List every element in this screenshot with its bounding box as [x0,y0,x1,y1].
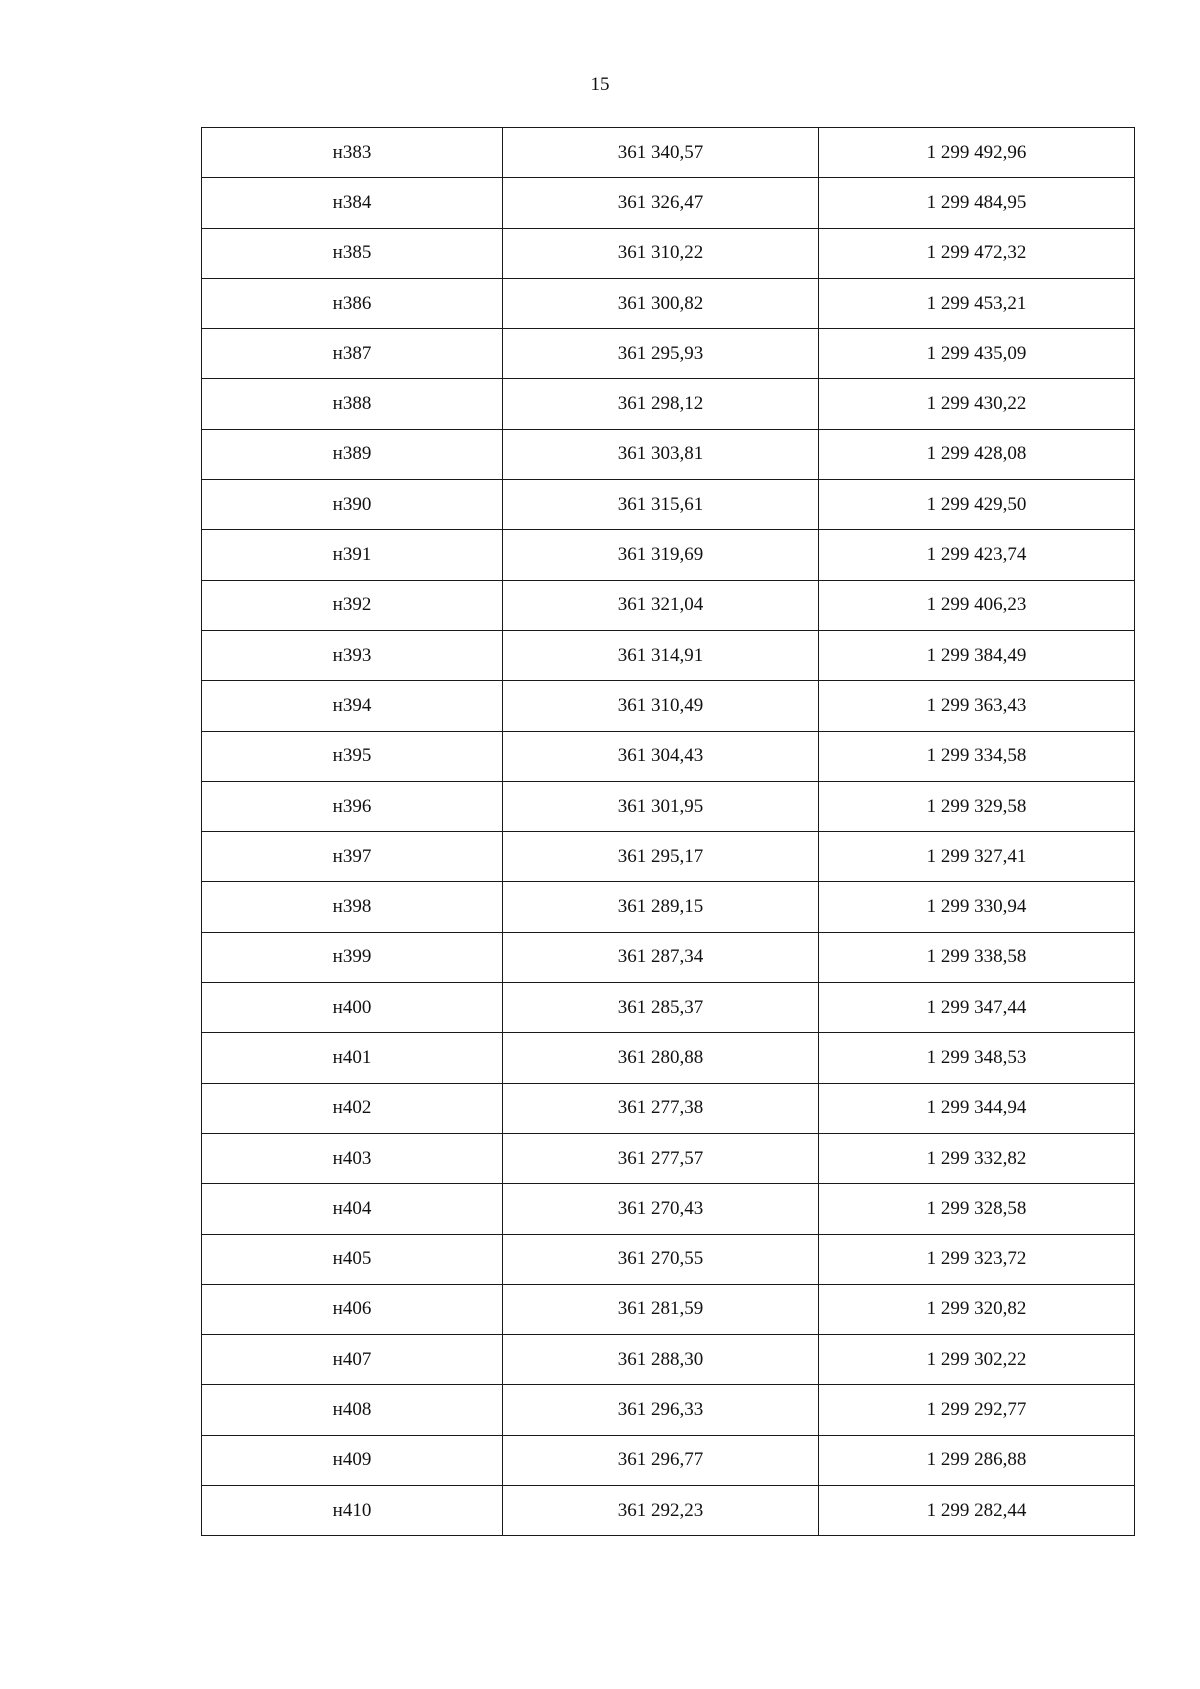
x-coordinate-cell: 361 277,57 [503,1133,819,1183]
table-row [202,278,1135,328]
point-id-cell: н390 [202,480,503,530]
table-row [202,630,1135,680]
table-row [202,530,1135,580]
x-coordinate-cell: 361 326,47 [503,178,819,228]
y-coordinate-cell: 1 299 329,58 [819,781,1135,831]
x-coordinate-cell: 361 310,22 [503,228,819,278]
y-coordinate-cell: 1 299 332,82 [819,1133,1135,1183]
x-coordinate-cell: 361 270,43 [503,1184,819,1234]
y-coordinate-cell: 1 299 344,94 [819,1083,1135,1133]
table-row [202,1335,1135,1385]
x-coordinate-cell: 361 280,88 [503,1033,819,1083]
table-row [202,1184,1135,1234]
table-row [202,882,1135,932]
x-coordinate-cell: 361 296,33 [503,1385,819,1435]
table-row [202,379,1135,429]
x-coordinate-cell: 361 340,57 [503,128,819,178]
point-id-cell: н396 [202,781,503,831]
table-row [202,128,1135,178]
table-row [202,932,1135,982]
x-coordinate-cell: 361 292,23 [503,1486,819,1536]
point-id-cell: н397 [202,832,503,882]
table-row [202,1133,1135,1183]
point-id-cell: н408 [202,1385,503,1435]
y-coordinate-cell: 1 299 327,41 [819,832,1135,882]
point-id-cell: н407 [202,1335,503,1385]
table-row [202,832,1135,882]
table-row [202,1083,1135,1133]
point-id-cell: н386 [202,278,503,328]
point-id-cell: н409 [202,1435,503,1485]
x-coordinate-cell: 361 319,69 [503,530,819,580]
y-coordinate-cell: 1 299 429,50 [819,480,1135,530]
point-id-cell: н399 [202,932,503,982]
y-coordinate-cell: 1 299 472,32 [819,228,1135,278]
point-id-cell: н405 [202,1234,503,1284]
x-coordinate-cell: 361 287,34 [503,932,819,982]
y-coordinate-cell: 1 299 292,77 [819,1385,1135,1435]
coordinates-table [201,127,1135,1536]
x-coordinate-cell: 361 301,95 [503,781,819,831]
table-row [202,1385,1135,1435]
point-id-cell: н385 [202,228,503,278]
x-coordinate-cell: 361 285,37 [503,983,819,1033]
table-row [202,1284,1135,1334]
point-id-cell: н387 [202,329,503,379]
y-coordinate-cell: 1 299 430,22 [819,379,1135,429]
table-row [202,731,1135,781]
x-coordinate-cell: 361 310,49 [503,681,819,731]
y-coordinate-cell: 1 299 428,08 [819,429,1135,479]
table-row [202,228,1135,278]
point-id-cell: н403 [202,1133,503,1183]
y-coordinate-cell: 1 299 423,74 [819,530,1135,580]
point-id-cell: н402 [202,1083,503,1133]
point-id-cell: н393 [202,630,503,680]
y-coordinate-cell: 1 299 453,21 [819,278,1135,328]
point-id-cell: н410 [202,1486,503,1536]
x-coordinate-cell: 361 295,93 [503,329,819,379]
y-coordinate-cell: 1 299 286,88 [819,1435,1135,1485]
y-coordinate-cell: 1 299 282,44 [819,1486,1135,1536]
point-id-cell: н398 [202,882,503,932]
point-id-cell: н406 [202,1284,503,1334]
x-coordinate-cell: 361 303,81 [503,429,819,479]
point-id-cell: н401 [202,1033,503,1083]
x-coordinate-cell: 361 277,38 [503,1083,819,1133]
table-row [202,681,1135,731]
table-row [202,580,1135,630]
table-row [202,1234,1135,1284]
table-row [202,1435,1135,1485]
x-coordinate-cell: 361 315,61 [503,480,819,530]
point-id-cell: н400 [202,983,503,1033]
table-row [202,480,1135,530]
point-id-cell: н391 [202,530,503,580]
point-id-cell: н388 [202,379,503,429]
table-row [202,781,1135,831]
point-id-cell: н383 [202,128,503,178]
y-coordinate-cell: 1 299 484,95 [819,178,1135,228]
point-id-cell: н384 [202,178,503,228]
x-coordinate-cell: 361 304,43 [503,731,819,781]
x-coordinate-cell: 361 270,55 [503,1234,819,1284]
y-coordinate-cell: 1 299 347,44 [819,983,1135,1033]
x-coordinate-cell: 361 296,77 [503,1435,819,1485]
y-coordinate-cell: 1 299 406,23 [819,580,1135,630]
y-coordinate-cell: 1 299 348,53 [819,1033,1135,1083]
point-id-cell: н404 [202,1184,503,1234]
y-coordinate-cell: 1 299 384,49 [819,630,1135,680]
y-coordinate-cell: 1 299 435,09 [819,329,1135,379]
x-coordinate-cell: 361 289,15 [503,882,819,932]
y-coordinate-cell: 1 299 363,43 [819,681,1135,731]
table-row [202,429,1135,479]
point-id-cell: н392 [202,580,503,630]
x-coordinate-cell: 361 288,30 [503,1335,819,1385]
y-coordinate-cell: 1 299 320,82 [819,1284,1135,1334]
table-row [202,178,1135,228]
y-coordinate-cell: 1 299 323,72 [819,1234,1135,1284]
point-id-cell: н394 [202,681,503,731]
y-coordinate-cell: 1 299 328,58 [819,1184,1135,1234]
table-row [202,1486,1135,1536]
table-row [202,983,1135,1033]
coordinates-table-body [202,128,1135,1536]
x-coordinate-cell: 361 298,12 [503,379,819,429]
point-id-cell: н389 [202,429,503,479]
x-coordinate-cell: 361 295,17 [503,832,819,882]
x-coordinate-cell: 361 281,59 [503,1284,819,1334]
y-coordinate-cell: 1 299 492,96 [819,128,1135,178]
y-coordinate-cell: 1 299 302,22 [819,1335,1135,1385]
y-coordinate-cell: 1 299 334,58 [819,731,1135,781]
y-coordinate-cell: 1 299 330,94 [819,882,1135,932]
table-row [202,1033,1135,1083]
table-row [202,329,1135,379]
page-number: 15 [590,74,610,95]
x-coordinate-cell: 361 314,91 [503,630,819,680]
y-coordinate-cell: 1 299 338,58 [819,932,1135,982]
x-coordinate-cell: 361 321,04 [503,580,819,630]
x-coordinate-cell: 361 300,82 [503,278,819,328]
point-id-cell: н395 [202,731,503,781]
